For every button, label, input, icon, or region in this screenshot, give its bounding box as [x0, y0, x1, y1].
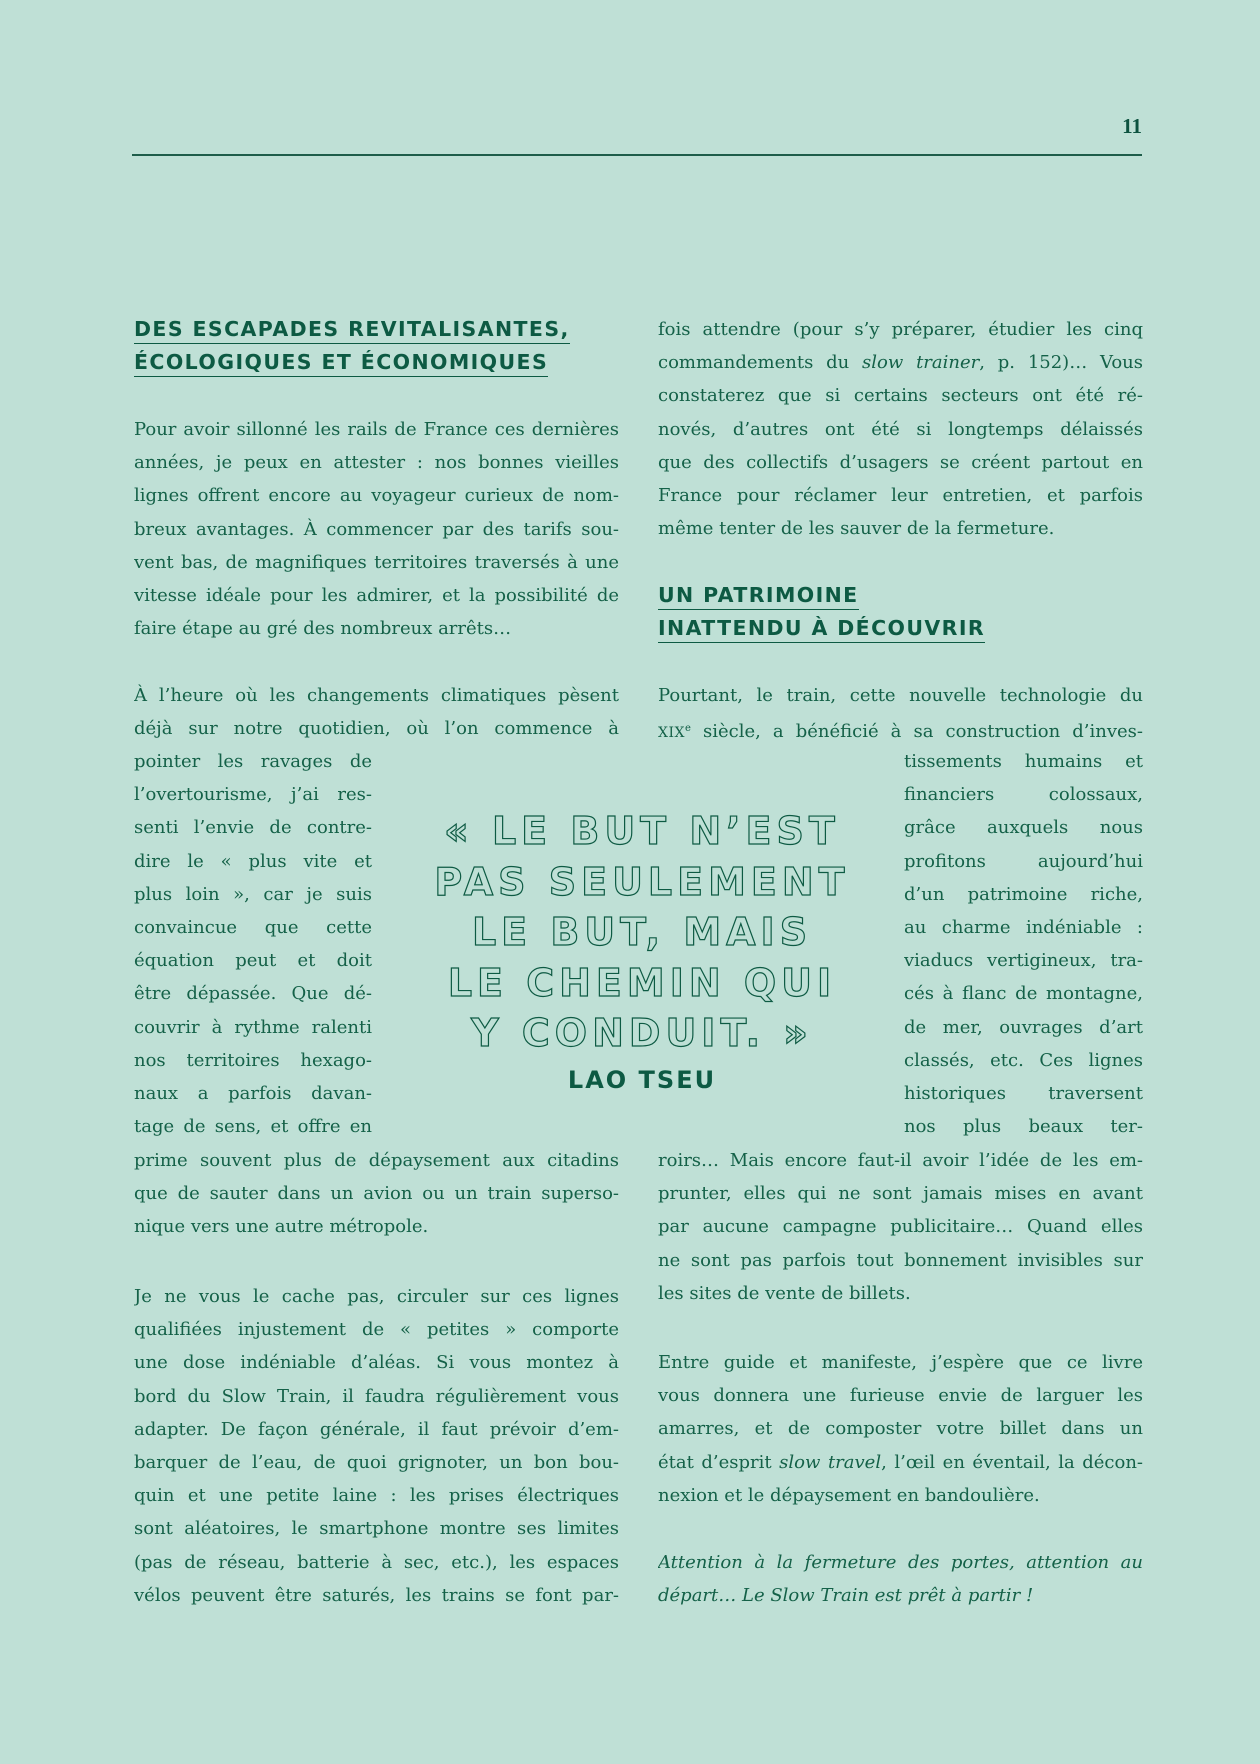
page-number: 11 — [1122, 114, 1142, 138]
paragraph-pourtant-after — [658, 1144, 1143, 1310]
text-line: Attention à la fermeture des portes, attention au — [658, 1552, 1143, 1573]
text-line: adapter. De façon générale, il faut prévoir d’em- — [134, 1418, 619, 1440]
text-line: tissements humains et — [904, 751, 1143, 772]
text-line: prime souvent plus de dépaysement aux citadins — [134, 1150, 619, 1171]
paragraph-alea — [134, 1280, 619, 1612]
heading-line: DES ESCAPADES REVITALISANTES, — [134, 315, 570, 344]
text-segment: siècle, a bénéficié à sa construction d’inves- — [690, 721, 1143, 743]
text-line: tage de sens, et offre en — [134, 1116, 372, 1138]
italic-term: slow travel — [779, 1451, 882, 1473]
text-line: convaincue que cette — [134, 916, 372, 938]
text-segment: commandements du — [658, 352, 863, 374]
text-line: fois attendre (pour s’y préparer, étudier les cinq — [658, 319, 1143, 340]
text-line: grâce auxquels nous — [904, 817, 1143, 839]
text-line: historiques traversent — [904, 1082, 1143, 1104]
text-line: même tenter de les sauver de la fermeture. — [658, 518, 1055, 540]
italic-term: slow trainer — [862, 352, 980, 374]
paragraph-closing — [658, 1546, 1143, 1612]
text-line: senti l’envie de contre- — [134, 817, 372, 839]
paragraph-climate-after — [134, 1144, 619, 1244]
quote-line: PAS SEULEMENT — [434, 859, 850, 904]
text-line: novés, d’autres ont été si longtemps délaissés — [658, 418, 1143, 440]
text-line: amarres, et de composter votre billet dans un — [658, 1418, 1143, 1440]
text-line: équation peut et doit — [134, 950, 372, 972]
century-numeral: XIX — [658, 725, 685, 742]
text-line: pointer les ravages de — [134, 751, 372, 772]
text-segment: , p. 152)… Vous — [979, 352, 1143, 374]
text-line: qualifiées injustement de « petites » comporte — [134, 1319, 619, 1341]
text-line: au charme indéniable : — [904, 916, 1143, 938]
text-line: Je ne vous le cache pas, circuler sur ces lignes — [134, 1286, 619, 1307]
text-line: une dose indéniable d’aléas. Si vous montez à — [134, 1352, 619, 1374]
text-line: années, je peux en attester : nos bonnes vieilles — [134, 452, 619, 474]
text-line — [658, 346, 1143, 379]
text-line: sont aléatoires, le smartphone montre ses limites — [134, 1518, 619, 1540]
text-line — [658, 712, 1143, 745]
paragraph-manifeste — [658, 1346, 1143, 1512]
text-line: faire étape au gré des nombreux arrêts… — [134, 618, 512, 640]
text-line: barquer de l’eau, de quoi grignoter, un bon bou- — [134, 1451, 619, 1473]
text-line: prunter, elles qui ne sont jamais mises en avant — [658, 1183, 1143, 1205]
quote-line: « LE BUT N’EST — [444, 809, 840, 853]
text-line: À l’heure où les changements climatiques pèsent — [134, 685, 619, 706]
text-line: nique vers une autre métropole. — [134, 1216, 429, 1238]
heading-line: INATTENDU À DÉCOUVRIR — [658, 614, 985, 643]
text-line: l’overtourisme, j’ai res- — [134, 784, 372, 806]
paragraph-climate-full — [134, 679, 619, 745]
section-heading-patrimoine — [658, 579, 985, 645]
header-rule — [132, 154, 1142, 156]
text-line: viaducs vertigineux, tra- — [904, 950, 1143, 972]
quote-line: LE CHEMIN QUI — [447, 960, 837, 1005]
paragraph-pourtant-narrow — [904, 745, 1143, 1143]
text-line: dire le « plus vite et — [134, 850, 372, 872]
text-line: vélos peuvent être saturés, les trains se font par- — [134, 1584, 619, 1606]
heading-line: ÉCOLOGIQUES ET ÉCONOMIQUES — [134, 348, 548, 377]
text-line: plus loin », car je suis — [134, 883, 372, 905]
text-line: cés à flanc de montagne, — [904, 983, 1143, 1005]
text-line: Pour avoir sillonné les rails de France ces dernières — [134, 419, 619, 440]
text-line: vent bas, de magnifiques territoires traversés à une — [134, 551, 619, 573]
text-line: d’un patrimoine riche, — [904, 883, 1143, 905]
text-line: financiers colossaux, — [904, 784, 1143, 806]
text-line: les sites de vente de billets. — [658, 1282, 911, 1304]
text-line: de mer, ouvrages d’art — [904, 1016, 1143, 1038]
text-line: que de sauter dans un avion ou un train superso- — [134, 1183, 619, 1205]
text-line: vous donnera une furieuse envie de larguer les — [658, 1385, 1143, 1407]
text-line: lignes offrent encore au voyageur curieux de nom- — [134, 485, 619, 507]
text-line: vitesse idéale pour les admirer, et la possibilité de — [134, 584, 619, 606]
text-line: par aucune campagne publicitaire… Quand elles — [658, 1216, 1143, 1238]
text-line: bord du Slow Train, il faudra régulièrement vous — [134, 1385, 619, 1407]
text-line: (pas de réseau, batterie à sec, etc.), les espaces — [134, 1551, 619, 1573]
text-segment: état d’esprit — [658, 1451, 780, 1473]
paragraph-intro — [134, 413, 619, 645]
text-line: ne sont pas parfois tout bonnement invisibles sur — [658, 1249, 1143, 1271]
text-line: profitons aujourd’hui — [904, 850, 1143, 872]
section-heading-escapades — [134, 313, 570, 379]
text-line: breux avantages. À commencer par des tarifs sou- — [134, 518, 619, 540]
heading-line: UN PATRIMOINE — [658, 581, 859, 610]
quote-author: LAO TSEU — [567, 1066, 717, 1094]
text-line: classés, etc. Ces lignes — [904, 1049, 1143, 1071]
quote-line: LE BUT, MAIS — [471, 910, 813, 954]
paragraph-pourtant-full — [658, 679, 1143, 745]
text-line: Pourtant, le train, cette nouvelle technologie du — [658, 685, 1143, 706]
text-line: Entre guide et manifeste, j’espère que ce livre — [658, 1352, 1143, 1373]
text-line: roirs… Mais encore faut-il avoir l’idée de les em- — [658, 1150, 1143, 1171]
paragraph-attendre — [658, 313, 1143, 545]
text-line: France pour réclamer leur entretien, et parfois — [658, 484, 1143, 506]
text-line: départ… Le Slow Train est prêt à partir ! — [658, 1585, 1034, 1607]
text-line: nos territoires hexago- — [134, 1049, 372, 1071]
paragraph-climate-narrow — [134, 745, 372, 1143]
text-line: quin et une petite laine : les prises électriques — [134, 1485, 619, 1507]
text-line: que des collectifs d’usagers se créent partout en — [658, 451, 1143, 473]
text-line: naux a parfois davan- — [134, 1082, 372, 1104]
text-line: constaterez que si certains secteurs ont été ré- — [658, 385, 1143, 407]
text-line: couvrir à rythme ralenti — [134, 1016, 372, 1038]
pull-quote — [432, 806, 852, 1059]
text-line: être dépassée. Que dé- — [134, 983, 372, 1005]
text-segment: , l’œil en éventail, la décon- — [881, 1451, 1143, 1473]
text-line: nexion et le dépaysement en bandoulière. — [658, 1484, 1040, 1506]
text-line: nos plus beaux ter- — [904, 1116, 1143, 1138]
text-line — [658, 1446, 1143, 1479]
quote-line: Y CONDUIT. » — [471, 1011, 813, 1055]
superscript: e — [684, 723, 691, 735]
text-line: déjà sur notre quotidien, où l’on commence à — [134, 718, 619, 740]
